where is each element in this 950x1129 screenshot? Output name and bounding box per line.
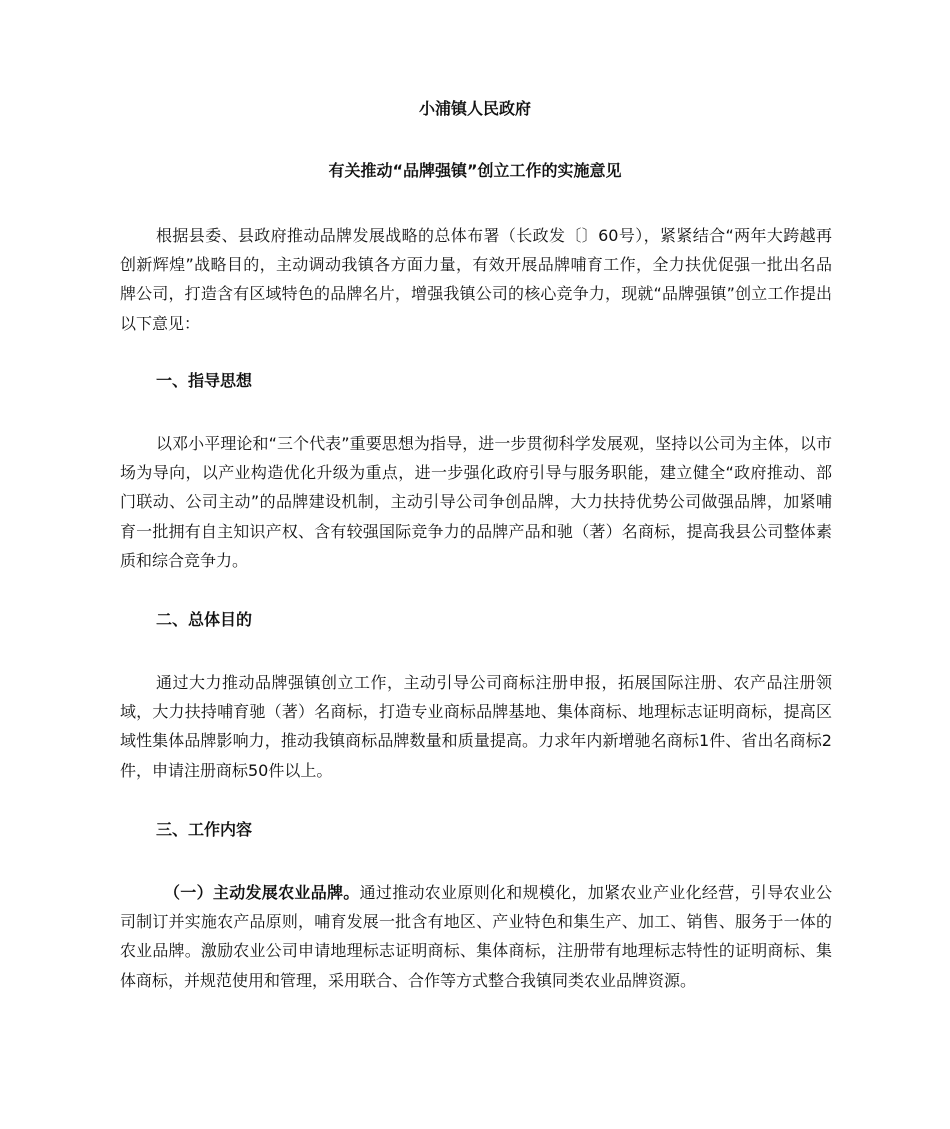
intro-paragraph: 根据县委、县政府推动品牌发展战略的总体布署（长政发〔〕60号），紧紧结合“两年大跨越再创新辉煌”战略目的，主动调动我镇各方面力量，有效开展品牌哺育工作，全力扶优促强一批出名品牌公司，打造含有区域特色的品牌名片，增强我镇公司的核心竞争力，现就“品牌强镇”创立工作提出以下意见：: [120, 226, 832, 333]
document-title-subject: 有关推动“品牌强镇”创立工作的实施意见: [328, 161, 622, 180]
work-item-body: 通过推动农业原则化和规模化，加紧农业产业化经营，引导农业公司制订并实施农产品原则，哺育发展一批含有地区、产业特色和集生产、加工、销售、服务于一体的农业品牌。激励农业公司申请地理标志证明商标、集体商标，注册带有地理标志特性的证明商标、集体商标，并规范使用和管理，采用联合、合作等方式整合我镇同类农业品牌资源。: [120, 883, 832, 990]
section-body-overall-goals: 通过大力推动品牌强镇创立工作，主动引导公司商标注册申报，拓展国际注册、农产品注册领域，大力扶持哺育驰（著）名商标，打造专业商标品牌基地、集体商标、地理标志证明商标，提高区域性集体品牌影响力，推动我镇商标品牌数量和质量提高。力求年内新增驰名商标1件、省出名商标2件，申请注册商标50件以上。: [120, 673, 832, 780]
section-heading-guiding-ideology: 一、指导思想: [156, 371, 253, 390]
section-heading-work-content: 三、工作内容: [156, 820, 253, 839]
work-item-lead: （一）主动发展农业品牌。: [164, 883, 360, 902]
document-title-issuer: 小浦镇人民政府: [418, 99, 531, 118]
section-body-guiding-ideology: 以邓小平理论和“三个代表”重要思想为指导，进一步贯彻科学发展观，坚持以公司为主体，以市场为导向，以产业构造优化升级为重点，进一步强化政府引导与服务职能，建立健全“政府推动、部门联动、公司主动”的品牌建设机制，主动引导公司争创品牌，大力扶持优势公司做强品牌，加紧哺育一批拥有自主知识产权、含有较强国际竞争力的品牌产品和驰（著）名商标，提高我县公司整体素质和综合竞争力。: [120, 434, 832, 570]
work-item-agriculture-brand: [120, 878, 832, 995]
section-heading-overall-goals: 二、总体目的: [156, 610, 253, 629]
